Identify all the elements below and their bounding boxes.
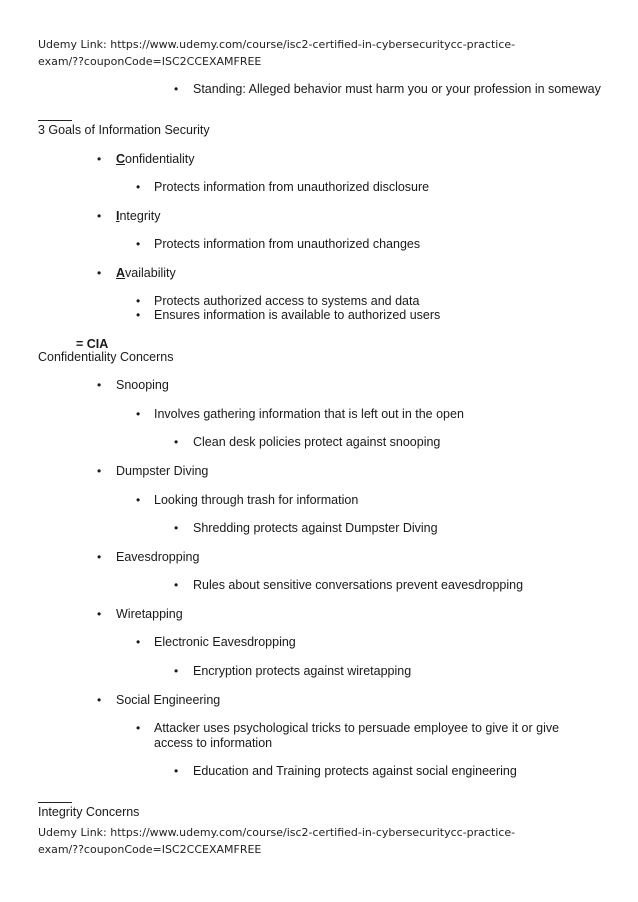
concern-wiretapping-detail: Electronic Eavesdropping <box>154 635 296 649</box>
bullet-icon: • <box>136 180 141 194</box>
bullet-icon: • <box>174 664 179 678</box>
concern-social-engineering-detail: Attacker uses psychological tricks to persuade employee to give it or give access to information <box>154 721 560 750</box>
goal-rest: onfidentiality <box>125 152 195 166</box>
goal-availability-detail: Ensures information is available to authorized users <box>154 308 441 322</box>
footer-udemy-link[interactable]: Udemy Link: https://www.udemy.com/course/isc2-certified-in-cybersecuritycc-practice-exam/??couponCode=ISC2CCEXAMFREE <box>38 826 516 856</box>
concern-eavesdropping-control: Rules about sensitive conversations prevent eavesdropping <box>193 578 524 592</box>
bullet-icon: • <box>97 152 102 166</box>
section-divider <box>38 120 72 121</box>
bullet-icon: • <box>136 294 141 308</box>
concern-social-engineering: Social Engineering <box>116 693 221 707</box>
bullet-icon: • <box>97 693 102 707</box>
bullet-icon: • <box>97 464 102 478</box>
concern-dumpster-diving-detail: Looking through trash for information <box>154 493 359 507</box>
goal-initial: C <box>116 152 126 166</box>
integrity-concerns-heading: Integrity Concerns <box>38 805 140 819</box>
bullet-icon: • <box>136 407 141 421</box>
goal-rest: vailability <box>125 266 176 280</box>
standing-text: Standing: Alleged behavior must harm you or your profession in someway <box>193 82 601 96</box>
concern-snooping: Snooping <box>116 378 169 392</box>
bullet-icon: • <box>97 607 102 621</box>
cia-label: = CIA <box>76 337 109 351</box>
bullet-icon: • <box>97 378 102 392</box>
concern-wiretapping-control: Encryption protects against wiretapping <box>193 664 412 678</box>
goal-confidentiality <box>116 152 195 167</box>
bullet-icon: • <box>136 721 141 735</box>
bullet-icon: • <box>174 521 179 535</box>
bullet-icon: • <box>174 764 179 778</box>
bullet-icon: • <box>174 435 179 449</box>
bullet-icon: • <box>97 266 102 280</box>
concern-snooping-control: Clean desk policies protect against snooping <box>193 435 441 449</box>
concern-dumpster-diving-control: Shredding protects against Dumpster Diving <box>193 521 438 535</box>
goal-integrity <box>116 209 160 224</box>
concern-dumpster-diving: Dumpster Diving <box>116 464 209 478</box>
concern-eavesdropping: Eavesdropping <box>116 550 200 564</box>
bullet-icon: • <box>97 550 102 564</box>
goal-confidentiality-detail: Protects information from unauthorized disclosure <box>154 180 430 194</box>
bullet-icon: • <box>97 209 102 223</box>
bullet-icon: • <box>174 578 179 592</box>
goal-availability <box>116 266 176 281</box>
concern-snooping-detail: Involves gathering information that is left out in the open <box>154 407 464 421</box>
header-udemy-link[interactable]: Udemy Link: https://www.udemy.com/course/isc2-certified-in-cybersecuritycc-practice-exam/??couponCode=ISC2CCEXAMFREE <box>38 38 516 68</box>
bullet-icon: • <box>136 308 141 322</box>
goal-initial: A <box>116 266 126 280</box>
goals-heading: 3 Goals of Information Security <box>38 123 210 137</box>
concern-social-engineering-control: Education and Training protects against social engineering <box>193 764 517 778</box>
goal-rest: ntegrity <box>119 209 161 223</box>
bullet-icon: • <box>174 82 179 96</box>
goal-integrity-detail: Protects information from unauthorized changes <box>154 237 421 251</box>
bullet-icon: • <box>136 493 141 507</box>
goal-initial: I <box>116 209 120 223</box>
goal-availability-detail: Protects authorized access to systems and data <box>154 294 420 308</box>
concern-wiretapping: Wiretapping <box>116 607 183 621</box>
confidentiality-concerns-heading: Confidentiality Concerns <box>38 350 174 364</box>
bullet-icon: • <box>136 237 141 251</box>
bullet-icon: • <box>136 635 141 649</box>
section-divider <box>38 802 72 803</box>
